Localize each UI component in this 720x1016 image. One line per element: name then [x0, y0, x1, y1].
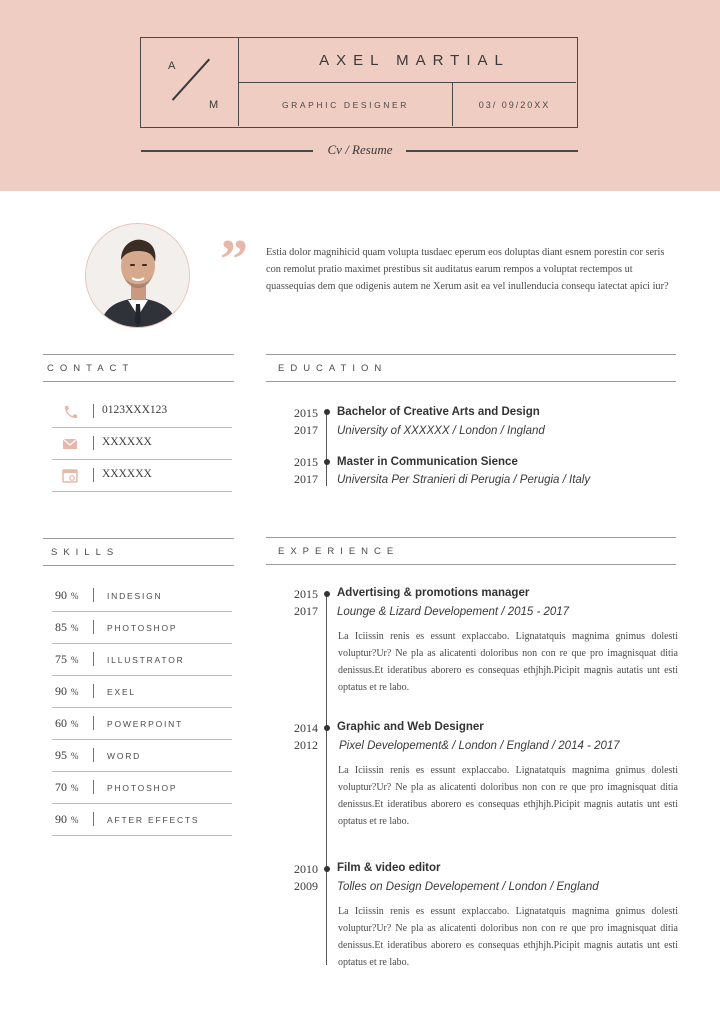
document-type: Cv / Resume — [327, 142, 393, 157]
section-header-skills: SKILLS — [43, 538, 234, 566]
edu-degree: Bachelor of Creative Arts and Design — [337, 406, 540, 418]
skill-name: AFTER EFFECTS — [107, 815, 200, 825]
timeline-dot — [324, 725, 330, 731]
mail-icon — [62, 437, 78, 451]
edu-year-start: 2015 — [294, 455, 318, 469]
exp-description: La Iciissin renis es essunt explaccabo. Lignatatquis magnima gnimus dolesti voluptur?Ur? Ne pla as alicatenti doloribus non con re que pro imagnisquat ditia denissus.Et ideratibus aborero es consequas ethjhjh.Picipit magnis autatis unt esti optatus et re labo. — [338, 631, 678, 693]
skill-separator — [93, 620, 94, 634]
section-header-contact: CONTACT — [43, 354, 234, 382]
edu-year-end: 2017 — [294, 423, 318, 437]
contact-separator — [93, 404, 94, 418]
skill-percent: 70 % — [55, 780, 79, 794]
edu-year-start: 2015 — [294, 406, 318, 420]
web-icon — [62, 469, 78, 483]
exp-year-end: 2009 — [294, 879, 318, 893]
contact-separator — [93, 436, 94, 450]
skill-name: PHOTOSHOP — [107, 783, 178, 793]
header-band — [0, 0, 720, 191]
divider-right — [406, 150, 578, 152]
exp-description: La Iciissin renis es essunt explaccabo. Lignatatquis magnima gnimus dolesti voluptur?Ur? Ne pla as alicatenti doloribus non con re que pro imagnisquat ditia denissus.Et ideratibus aborero es consequas ethjhjh.Picipit magnis autatis unt esti optatus et re labo. — [338, 906, 678, 968]
name-frame — [140, 37, 578, 128]
skill-name: EXEL — [107, 687, 136, 697]
exp-position: Film & video editor — [337, 862, 441, 874]
skill-percent: 60 % — [55, 716, 79, 730]
monogram-slash — [172, 59, 210, 101]
monogram — [141, 38, 239, 126]
subtitle-row — [239, 83, 576, 126]
contact-email: XXXXXX — [102, 436, 152, 448]
skill-row — [52, 708, 232, 740]
skill-row — [52, 772, 232, 804]
skill-separator — [93, 684, 94, 698]
skill-separator — [93, 716, 94, 730]
contact-website: XXXXXX — [102, 468, 152, 480]
timeline-dot — [324, 459, 330, 465]
exp-year-start: 2014 — [294, 721, 318, 735]
skill-name: PHOTOSHOP — [107, 623, 178, 633]
contact-row-phone — [52, 396, 232, 428]
contact-separator — [93, 468, 94, 482]
section-header-education: EDUCATION — [266, 354, 676, 382]
skill-separator — [93, 588, 94, 602]
job-title: GRAPHIC DESIGNER — [239, 83, 453, 126]
skill-separator — [93, 812, 94, 826]
skill-row — [52, 804, 232, 836]
profile-photo — [85, 223, 190, 328]
monogram-last-initial: M — [209, 99, 219, 111]
contact-row-web — [52, 460, 232, 492]
skill-name: INDESIGN — [107, 591, 163, 601]
skill-name: ILLUSTRATOR — [107, 655, 185, 665]
education-timeline — [326, 410, 327, 486]
intro-paragraph: Estia dolor magnihicid quam volupta tusdaec eperum eos doluptas diant esnem porestin cor seris con remolut pratio maximet prestibus sit auditatus earum rempos a voluptat rectempos ut quassequias dem que odigenis autem ne Xerum asit ea vel inullenducia consequ iatectat apici iur? — [266, 247, 669, 292]
skill-percent: 85 % — [55, 620, 79, 634]
exp-company: Tolles on Design Developement / London / England — [337, 881, 599, 893]
quote-icon: ” — [220, 229, 248, 291]
section-header-experience: EXPERIENCE — [266, 537, 676, 565]
exp-year-start: 2010 — [294, 862, 318, 876]
divider-left — [141, 150, 313, 152]
exp-year-end: 2017 — [294, 604, 318, 618]
exp-position: Graphic and Web Designer — [337, 721, 484, 733]
edu-school: University of XXXXXX / London / Ingland — [337, 425, 545, 437]
contact-phone: 0123XXX123 — [102, 404, 168, 416]
skill-name: POWERPOINT — [107, 719, 184, 729]
skill-percent: 90 % — [55, 588, 79, 602]
edu-degree: Master in Communication Sience — [337, 456, 518, 468]
skill-percent: 90 % — [55, 684, 79, 698]
skill-percent: 95 % — [55, 748, 79, 762]
skill-name: WORD — [107, 751, 142, 761]
exp-company: Pixel Developement& / London / England / 2014 - 2017 — [339, 740, 620, 752]
timeline-dot — [324, 866, 330, 872]
exp-position: Advertising & promotions manager — [337, 587, 530, 599]
header-date: 03/ 09/20XX — [478, 99, 551, 110]
skill-percent: 90 % — [55, 812, 79, 826]
name-row — [239, 38, 576, 83]
skill-row — [52, 612, 232, 644]
exp-year-start: 2015 — [294, 587, 318, 601]
phone-icon — [62, 405, 78, 419]
skill-separator — [93, 652, 94, 666]
skill-row — [52, 644, 232, 676]
skill-row — [52, 580, 232, 612]
person-name: AXEL MARTIAL — [319, 51, 510, 69]
monogram-first-initial: A — [168, 60, 176, 72]
skill-percent: 75 % — [55, 652, 79, 666]
exp-description: La Iciissin renis es essunt explaccabo. Lignatatquis magnima gnimus dolesti voluptur?Ur? Ne pla as alicatenti doloribus non con re que pro imagnisquat ditia denissus.Et ideratibus aborero es consequas ethjhjh.Picipit magnis autatis unt esti optatus et re labo. — [338, 765, 678, 827]
portrait-icon — [86, 224, 190, 328]
exp-year-end: 2012 — [294, 738, 318, 752]
skill-row — [52, 676, 232, 708]
timeline-dot — [324, 591, 330, 597]
contact-row-mail — [52, 428, 232, 460]
exp-company: Lounge & Lizard Developement / 2015 - 2017 — [337, 606, 570, 618]
edu-year-end: 2017 — [294, 472, 318, 486]
edu-school: Universita Per Stranieri di Perugia / Perugia / Italy — [337, 474, 591, 486]
timeline-dot — [324, 409, 330, 415]
skill-separator — [93, 748, 94, 762]
skill-row — [52, 740, 232, 772]
skill-separator — [93, 780, 94, 794]
experience-timeline — [326, 593, 327, 965]
